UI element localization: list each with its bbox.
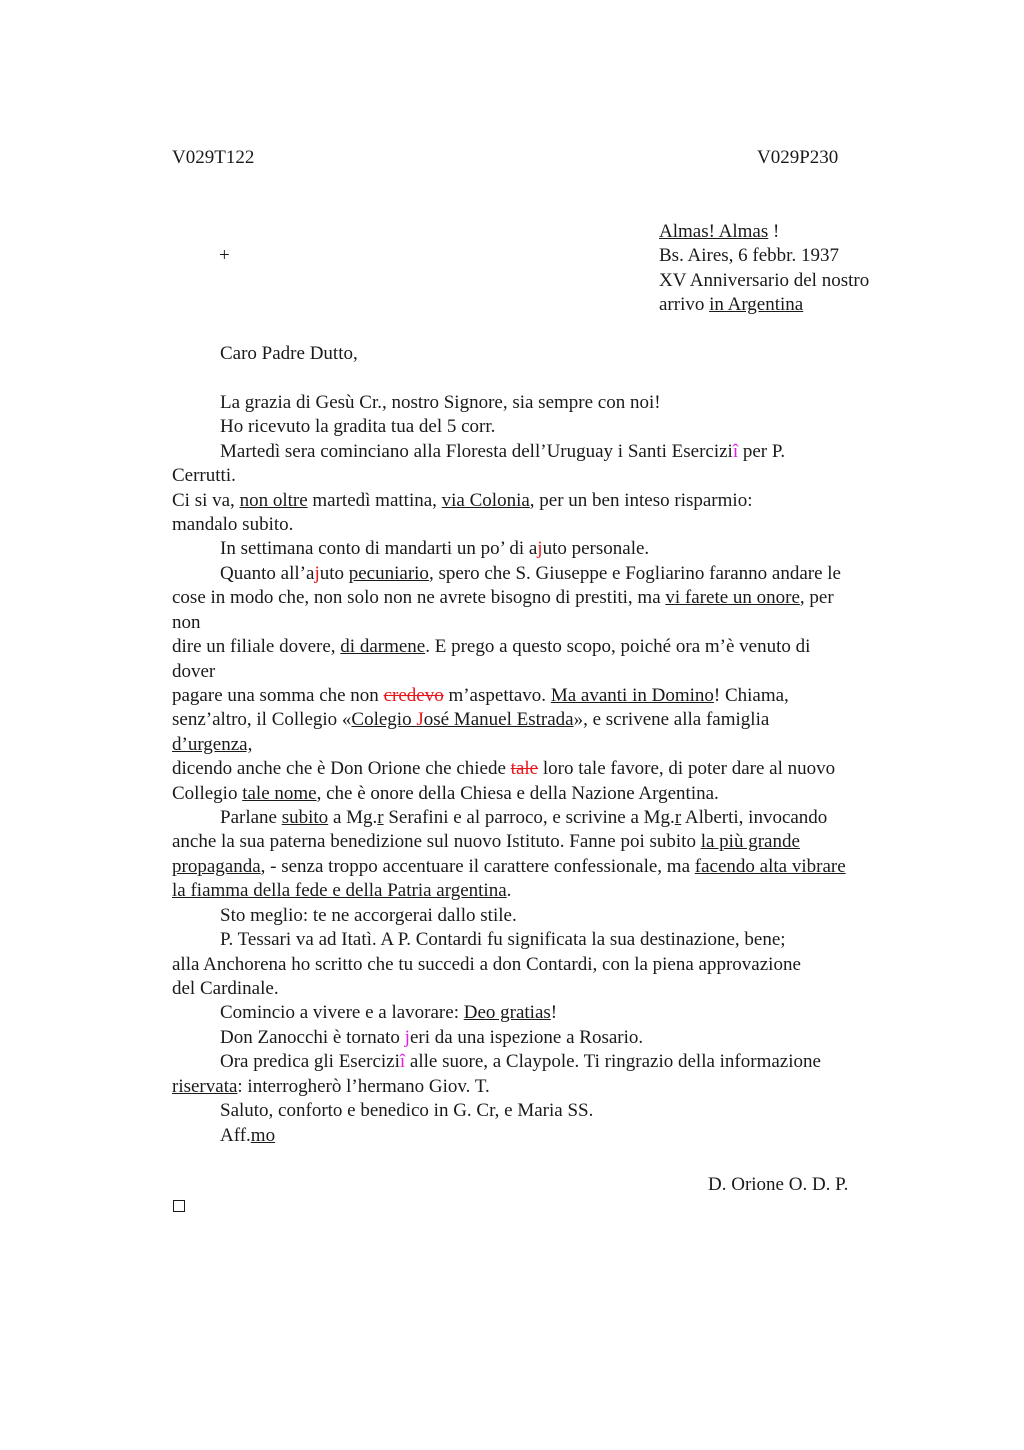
underlined-run: via Colonia <box>441 490 530 511</box>
body-line <box>172 586 834 611</box>
text-run: , - senza troppo accentuare il carattere confessionale, ma <box>260 856 695 877</box>
underlined-run: subito <box>281 807 329 828</box>
text-run: eri da una ispezione a Rosario. <box>409 1027 644 1048</box>
text-run: . <box>506 880 512 901</box>
text-run: Martedì sera cominciano alla Floresta dell’Uruguay i Santi Esercizi <box>220 441 733 462</box>
underlined-run <box>351 709 573 730</box>
body-line: Sto meglio: te ne accorgerai dallo stile. <box>220 905 517 926</box>
body-line: del Cardinale. <box>172 978 279 999</box>
body-line: non <box>172 612 201 633</box>
text-run: ! <box>550 1002 558 1023</box>
dateline-arrivo <box>659 293 803 318</box>
underlined-run: Ma avanti in Domino <box>550 685 714 706</box>
body-line: alla Anchorena ho scritto che tu succedi a don Contardi, con la piena approvazione <box>172 954 801 975</box>
body-line <box>220 440 785 465</box>
underlined-run: riservata <box>172 1076 238 1097</box>
text-run: Alberti, invocando <box>681 807 828 828</box>
struck-word: credevo <box>383 685 444 706</box>
text-run: Parlane <box>220 807 282 828</box>
text-run: uto personale. <box>542 538 650 559</box>
dateline-anniversary: XV Anniversario del nostro <box>659 270 870 291</box>
editorial-mark: j <box>537 538 543 559</box>
underlined-run: r <box>674 807 682 828</box>
editorial-mark: J <box>416 709 424 730</box>
motto-text: Almas! Almas <box>659 221 769 242</box>
underlined-run: la più grande <box>700 831 800 852</box>
text-run: loro tale favore, di poter dare al nuovo <box>538 758 836 779</box>
body-line <box>220 1001 557 1026</box>
body-line <box>220 1026 643 1051</box>
text-run: dicendo anche che è Don Orione che chiede <box>172 758 511 779</box>
text-run: Comincio a vivere e a lavorare: <box>220 1002 464 1023</box>
text-run: m’aspettavo. <box>443 685 551 706</box>
underlined-run: vi farete un onore <box>665 587 800 608</box>
body-line <box>172 684 789 709</box>
text-run: senz’altro, il Collegio « <box>172 709 352 730</box>
text-run: alle suore, a Claypole. Ti ringrazio della informazione <box>405 1051 821 1072</box>
text-run: dire un filiale dovere, <box>172 636 341 657</box>
text-run: cose in modo che, non solo non ne avrete bisogno di prestiti, ma <box>172 587 666 608</box>
body-line: Saluto, conforto e benedico in G. Cr, e Maria SS. <box>220 1100 594 1121</box>
text-run: », e scrivene alla famiglia <box>573 709 770 730</box>
signature: D. Orione O. D. P. <box>708 1174 849 1195</box>
text-run: Don Zanocchi è tornato <box>220 1027 405 1048</box>
salutation: Caro Padre Dutto, <box>220 343 358 364</box>
body-line: P. Tessari va ad Itatì. A P. Contardi fu significata la sua destinazione, bene; <box>220 929 786 950</box>
text-run: Aff. <box>220 1125 251 1146</box>
text-run: per P. <box>738 441 786 462</box>
text-run: Quanto all’a <box>220 563 315 584</box>
body-line <box>172 879 511 904</box>
body-line <box>172 782 719 807</box>
underlined-run: propaganda <box>172 856 261 877</box>
text-run: . E prego a questo scopo, poiché ora m’è venuto di <box>425 636 811 657</box>
text-run: Colegio <box>351 709 417 730</box>
text-run: uto <box>319 563 349 584</box>
body-line <box>172 1075 490 1100</box>
editorial-mark: î <box>732 441 739 462</box>
text-run: a Mg. <box>328 807 378 828</box>
underlined-run: r <box>377 807 384 828</box>
body-line: Ho ricevuto la gradita tua del 5 corr. <box>220 416 496 437</box>
body-line <box>172 708 769 733</box>
underlined-run: non oltre <box>239 490 308 511</box>
body-line: La grazia di Gesù Cr., nostro Signore, sia sempre con noi! <box>220 392 661 413</box>
text-run: , che è onore della Chiesa e della Nazione Argentina. <box>316 783 719 804</box>
text-run: : interrogherò l’hermano Giov. T. <box>237 1076 490 1097</box>
header-right-code: V029P230 <box>757 147 839 168</box>
text-run: anche la sua paterna benedizione sul nuovo Istituto. Fanne poi subito <box>172 831 701 852</box>
body-line <box>172 855 846 880</box>
arrivo-text: arrivo <box>659 294 710 315</box>
text-run: ! Chiama, <box>713 685 789 706</box>
end-square-icon <box>173 1200 185 1212</box>
body-line <box>172 733 252 758</box>
motto-exclamation: ! <box>768 221 780 242</box>
underlined-run: di darmene <box>340 636 426 657</box>
text-run: Ci si va, <box>172 490 240 511</box>
header-left-code: V029T122 <box>172 147 255 168</box>
underlined-run: facendo alta vibrare <box>694 856 846 877</box>
body-line: dover <box>172 661 216 682</box>
editorial-mark: j <box>404 1027 410 1048</box>
body-line <box>220 1124 275 1149</box>
body-line <box>220 1050 821 1075</box>
dateline-motto <box>659 220 779 245</box>
text-run: pagare una somma che non <box>172 685 384 706</box>
struck-word: tale <box>510 758 539 779</box>
editorial-mark: j <box>314 563 320 584</box>
text-run: osé Manuel Estrada <box>423 709 574 730</box>
text-run: In settimana conto di mandarti un po’ di a <box>220 538 538 559</box>
body-line <box>172 635 810 660</box>
text-run: , spero che S. Giuseppe e Fogliarino faranno andare le <box>428 563 841 584</box>
body-line <box>220 537 649 562</box>
underlined-run: tale nome <box>242 783 317 804</box>
underlined-run: la fiamma della fede e della Patria argentina <box>172 880 507 901</box>
text-run: Serafini e al parroco, e scrivine a Mg. <box>383 807 675 828</box>
body-line: mandalo subito. <box>172 514 294 535</box>
arrivo-underlined: in Argentina <box>709 294 804 315</box>
body-line <box>220 562 841 587</box>
underlined-run: d’urgenza, <box>172 734 253 755</box>
body-line <box>172 830 800 855</box>
cross-mark: + <box>219 245 230 266</box>
text-run: Ora predica gli Esercizi <box>220 1051 400 1072</box>
editorial-mark: î <box>399 1051 406 1072</box>
dateline-place-date: Bs. Aires, 6 febbr. 1937 <box>659 245 839 266</box>
text-run: , per <box>799 587 834 608</box>
underlined-run: pecuniario <box>348 563 429 584</box>
text-run: Collegio <box>172 783 243 804</box>
underlined-run: Deo gratias <box>463 1002 551 1023</box>
body-line <box>220 806 827 831</box>
underlined-run: mo <box>250 1125 276 1146</box>
text-run: martedì mattina, <box>307 490 442 511</box>
text-run: , per un ben inteso risparmio: <box>529 490 753 511</box>
body-line: Cerrutti. <box>172 465 236 486</box>
body-line <box>172 757 835 782</box>
body-line <box>172 489 752 514</box>
